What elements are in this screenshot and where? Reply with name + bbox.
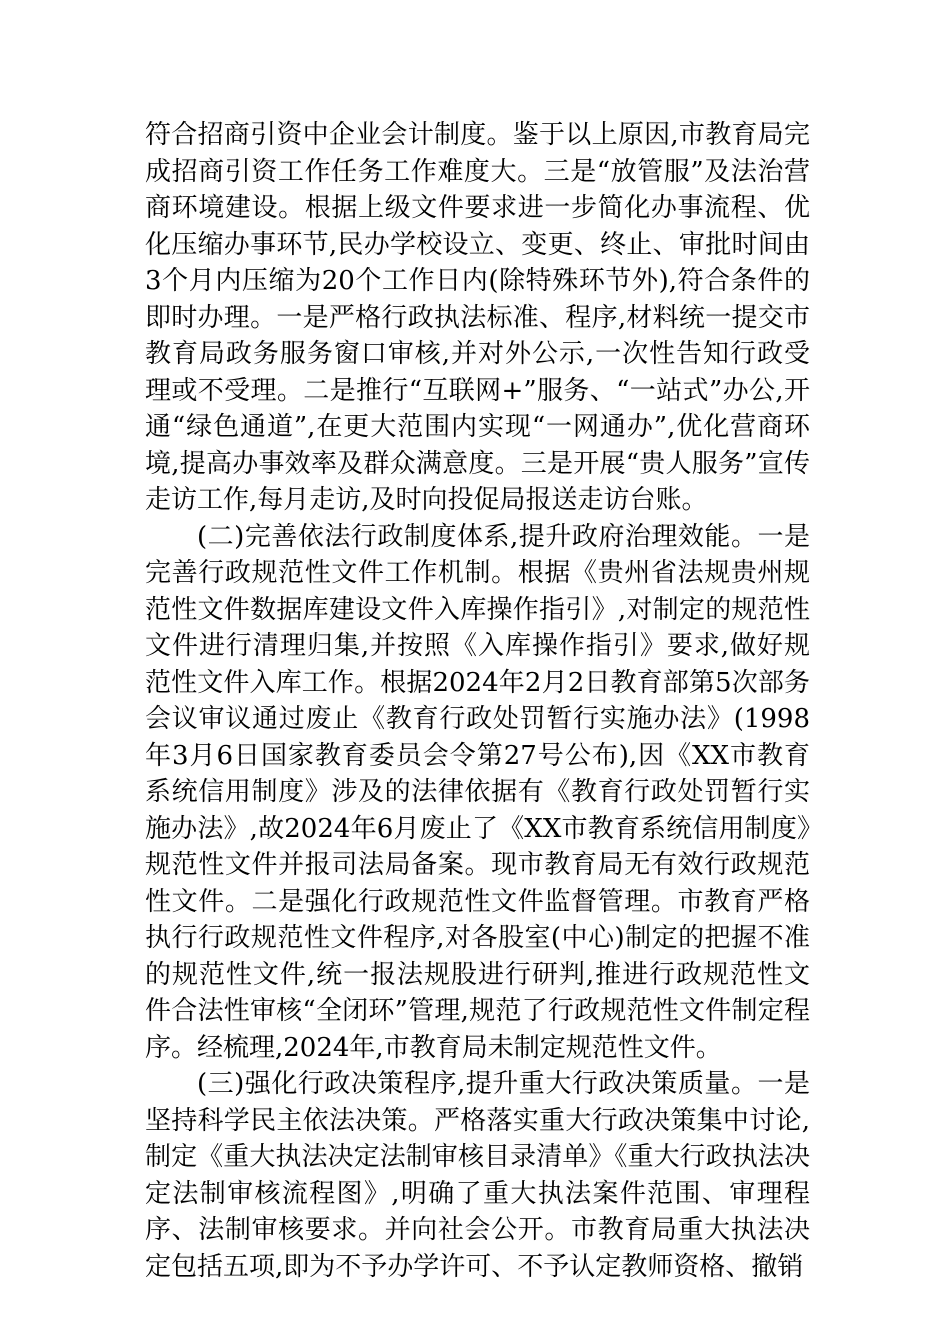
paragraph-1: 符合招商引资中企业会计制度。鉴于以上原因,市教育局完成招商引资工作任务工作难度大。三是“放管服”及法治营商环境建设。根据上级文件要求进一步简化办事流程、优化压缩办事环节,民办学校设立、变更、终止、审批时间由3个月内压缩为20个工作日内(除特殊环节外),符合条件的即时办理。一是严格行政执法标准、程序,材料统一提交市教育局政务服务窗口审核,并对外公示,一次性告知行政受理或不受理。二是推行“互联网+”服务、“一站式”办公,开通“绿色通道”,在更大范围内实现“一网通办”,优化营商环境,提高办事效率及群众满意度。三是开展“贵人服务”宣传走访工作,每月走访,及时向投促局报送走访台账。 [145, 120, 810, 515]
document-body [145, 117, 810, 1285]
paragraph-3: (三)强化行政决策程序,提升重大行政决策质量。一是坚持科学民主依法决策。严格落实重大行政决策集中讨论,制定《重大执法决定法制审核目录清单》《重大行政执法决定法制审核流程图》,明确了重大执法案件范围、审理程序、法制审核要求。并向社会公开。市教育局重大执法决定包括五项,即为不予办学许可、不予认定教师资格、撤销 [145, 1069, 810, 1282]
paragraph-2: (二)完善依法行政制度体系,提升政府治理效能。一是完善行政规范性文件工作机制。根据《贵州省法规贵州规范性文件数据库建设文件入库操作指引》,对制定的规范性文件进行清理归集,并按照《入库操作指引》要求,做好规范性文件入库工作。根据2024年2月2日教育部第5次部务会议审议通过废止《教育行政处罚暂行实施办法》(1998年3月6日国家教育委员会令第27号公布),因《XX市教育系统信用制度》涉及的法律依据有《教育行政处罚暂行实施办法》,故2024年6月废止了《XX市教育系统信用制度》规范性文件并报司法局备案。现市教育局无有效行政规范性文件。二是强化行政规范性文件监督管理。市教育严格执行行政规范性文件程序,对各股室(中心)制定的把握不准的规范性文件,统一报法规股进行研判,推进行政规范性文件合法性审核“全闭环”管理,规范了行政规范性文件制定程序。经梳理,2024年,市教育局未制定规范性文件。 [145, 521, 810, 1063]
